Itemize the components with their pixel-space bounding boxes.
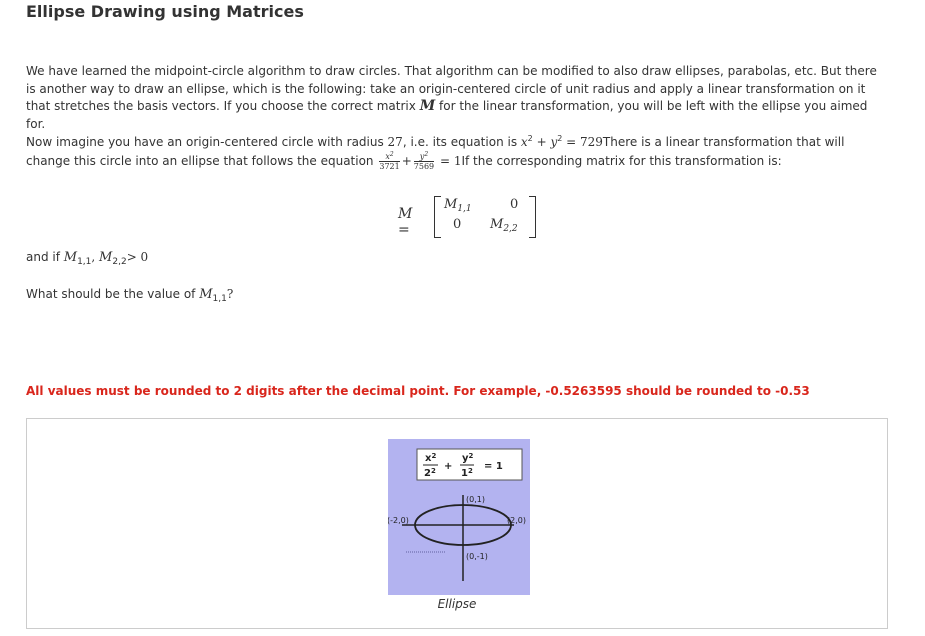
ellipse-term-y: $\frac{y^2}{7569}$ (413, 150, 435, 171)
intro-text-b: for the linear transformation, you will be left with the ellipse you aimed for. (26, 99, 868, 131)
ellipse-term-x: $\frac{x^2}{3721}$ (379, 150, 400, 171)
label-top-point: (0,1) (466, 495, 485, 504)
question-text: What should be the value of (26, 287, 200, 301)
condition-line: and if $M_{1,1}$, $M_{2,2}> 0$ (26, 250, 149, 267)
page-title: Ellipse Drawing using Matrices (26, 2, 304, 21)
ellipse-figure (388, 439, 530, 595)
condition-text: and if (26, 250, 64, 264)
eq-y-numerator: $y^2$ (462, 452, 474, 464)
matrix-m21: 0 (453, 217, 462, 232)
eq-rhs: = 1 (484, 461, 503, 472)
matrix-label: M = (398, 206, 413, 238)
problem-text-b: , i.e. its equation is (402, 135, 521, 149)
matrix-left-bracket (434, 196, 441, 238)
ellipse-rhs: 1 (453, 153, 462, 168)
problem-text-a: Now imagine you have an origin-centered circle with radius (26, 135, 388, 149)
rounding-warning: All values must be rounded to 2 digits after the decimal point. For example, -0.5263595 should be rounded to -0.53 (26, 384, 810, 398)
problem-text-c: There is a linear transformation that will change this circle into an ellipse that follows the equation (26, 135, 845, 168)
matrix-m11: $M_{1,1}$ (444, 197, 472, 214)
circle-rhs: 729 (580, 135, 603, 149)
eq-x-numerator: $x^2$ (425, 452, 437, 464)
figure-container (26, 418, 888, 629)
problem-paragraph: Now imagine you have an origin-centered circle with radius 27, i.e. its equation is $x^2 + y^2$ = 729There is a linear transformation that will change this circle into an ellipse that follows the equation $\frac{x^2}{3721}$ + $\frac{y^2}{7569}$ = 1If the corresponding matrix for this transformation is: (26, 134, 845, 171)
label-bottom-point: (0,-1) (466, 552, 488, 561)
matrix-right-bracket (529, 196, 536, 238)
matrix-symbol: M (419, 98, 436, 114)
eq-x-denominator: $2^2$ (424, 467, 436, 479)
ellipse-diagram (388, 439, 530, 595)
label-left-point: (-2,0) (388, 516, 409, 525)
question-line: What should be the value of $M_{1,1}$? (26, 287, 234, 304)
matrix-m22: $M_{2,2}$ (490, 217, 518, 234)
matrix-m12: 0 (510, 197, 519, 212)
intro-paragraph (26, 63, 886, 133)
problem-text-d: If the corresponding matrix for this transformation is: (461, 153, 782, 168)
radius-value: 27 (387, 135, 403, 149)
eq-plus: + (444, 461, 453, 472)
eq-y-denominator: $1^2$ (461, 467, 473, 479)
figure-caption: Ellipse (437, 597, 477, 611)
intro-text-a: We have learned the midpoint-circle algorithm to draw circles. That algorithm can be modified to also draw ellipses, parabolas, etc. But there is another way to draw an ellipse, which is the following: take an origin-centered circle of unit radius and apply a linear transformation on it that stretches the basis vectors. If you choose the correct matrix (26, 64, 877, 113)
label-right-point: (2,0) (507, 516, 526, 525)
condition-expr: > 0 (126, 250, 149, 264)
